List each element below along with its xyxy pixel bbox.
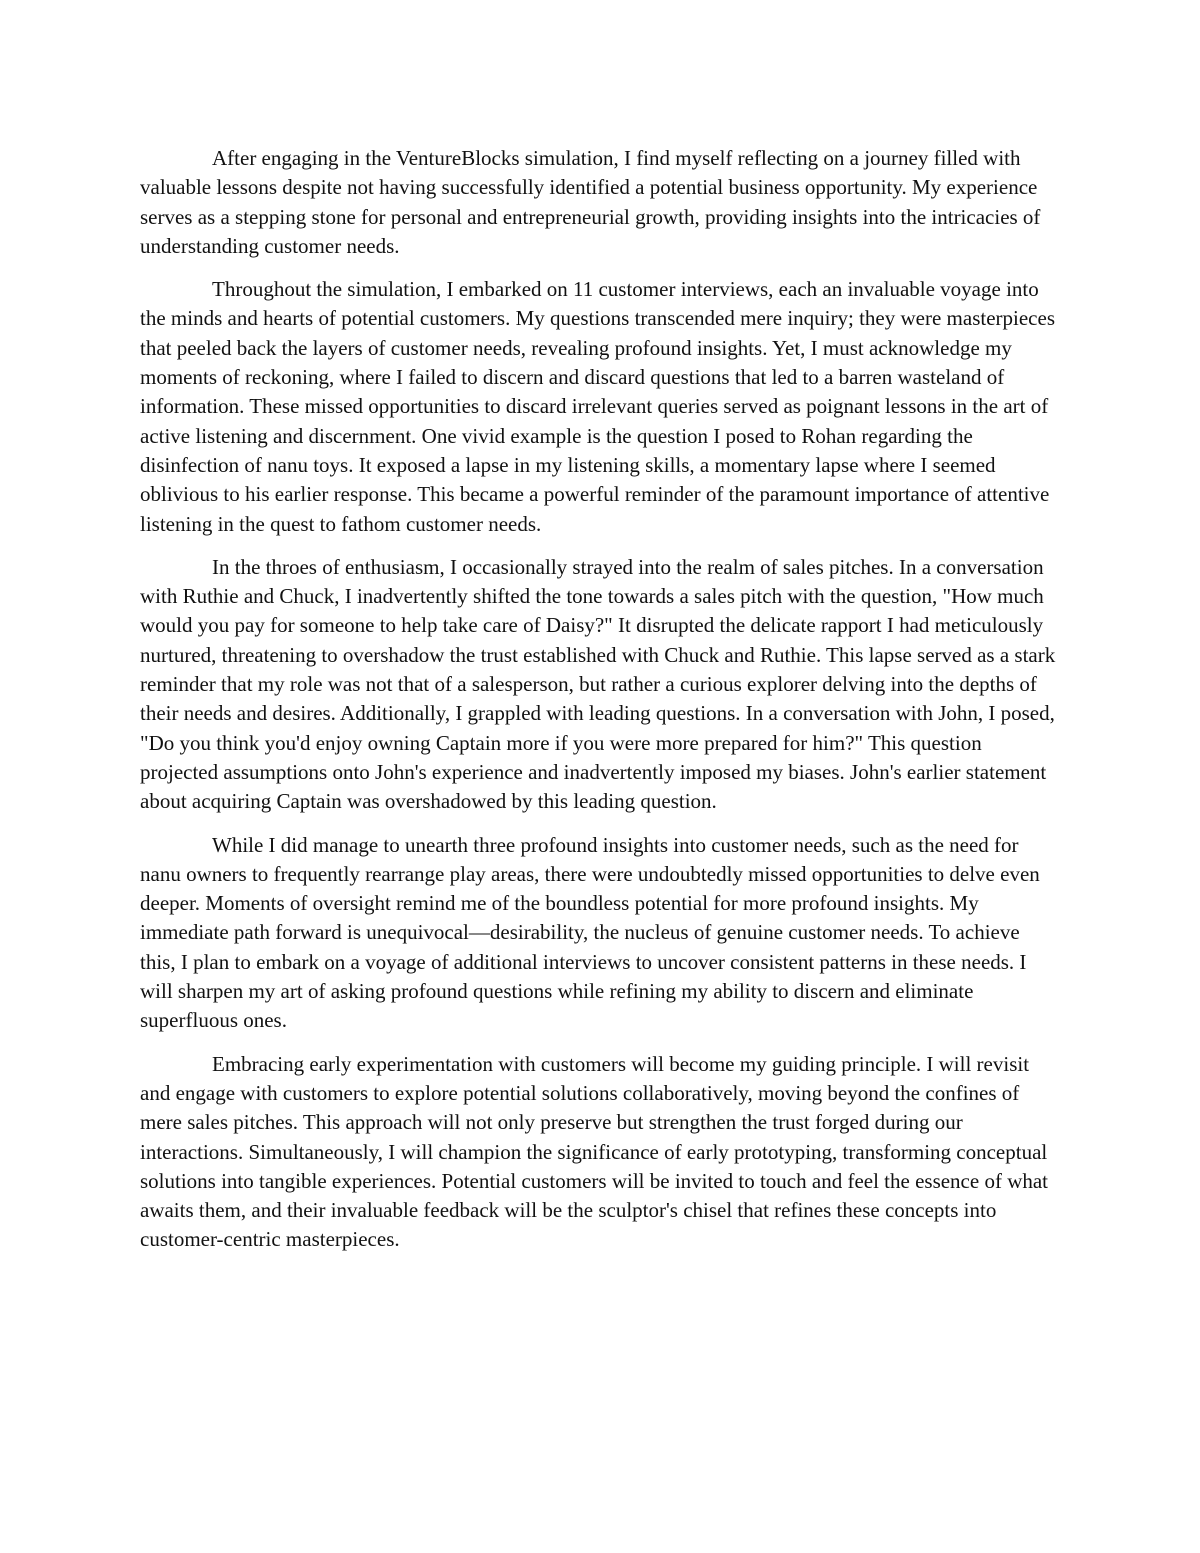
document-page [140, 144, 1058, 1269]
paragraph-4: While I did manage to unearth three profound insights into customer needs, such as the need for nanu owners to frequently rearrange play areas, there were undoubtedly missed opportunities to delve even deeper. Moments of oversight remind me of the boundless potential for more profound insights. My immediate path forward is unequivocal—desirability, the nucleus of genuine customer needs. To achieve this, I plan to embark on a voyage of additional interviews to uncover consistent patterns in these needs. I will sharpen my art of asking profound questions while refining my ability to discern and eliminate superfluous ones. [140, 832, 1040, 1033]
paragraph-5: Embracing early experimentation with customers will become my guiding principle. I will revisit and engage with customers to explore potential solutions collaboratively, moving beyond the confines of mere sales pitches. This approach will not only preserve but strengthen the trust forged during our interactions. Simultaneously, I will champion the significance of early prototyping, transforming conceptual solutions into tangible experiences. Potential customers will be invited to touch and feel the essence of what awaits them, and their invaluable feedback will be the sculptor's chisel that refines these concepts into customer-centric masterpieces. [140, 1051, 1049, 1252]
paragraph-1: After engaging in the VentureBlocks simulation, I find myself reflecting on a journey filled with valuable lessons despite not having successfully identified a potential business opportunity. My experience serves as a stepping stone for personal and entrepreneurial growth, providing insights into the intricacies of understanding customer needs. [140, 146, 1041, 258]
paragraph-3: In the throes of enthusiasm, I occasionally strayed into the realm of sales pitches. In a conversation with Ruthie and Chuck, I inadvertently shifted the tone towards a sales pitch with the question, "How much would you pay for someone to help take care of Daisy?" It disrupted the delicate rapport I had meticulously nurtured, threatening to overshadow the trust established with Chuck and Ruthie. This lapse served as a stark reminder that my role was not that of a salesperson, but rather a curious explorer delving into the depths of their needs and desires. Additionally, I grappled with leading questions. In a conversation with John, I posed, "Do you think you'd enjoy owning Captain more if you were more prepared for him?" This question projected assumptions onto John's experience and inadvertently imposed my biases. John's earlier statement about acquiring Captain was overshadowed by this leading question. [140, 554, 1056, 814]
paragraph-2: Throughout the simulation, I embarked on 11 customer interviews, each an invaluable voyage into the minds and hearts of potential customers. My questions transcended mere inquiry; they were masterpieces that peeled back the layers of customer needs, revealing profound insights. Yet, I must acknowledge my moments of reckoning, where I failed to discern and discard questions that led to a barren wasteland of information. These missed opportunities to discard irrelevant queries served as poignant lessons in the art of active listening and discernment. One vivid example is the question I posed to Rohan regarding the disinfection of nanu toys. It exposed a lapse in my listening skills, a momentary lapse where I seemed oblivious to his earlier response. This became a powerful reminder of the paramount importance of attentive listening in the quest to fathom customer needs. [140, 277, 1055, 536]
